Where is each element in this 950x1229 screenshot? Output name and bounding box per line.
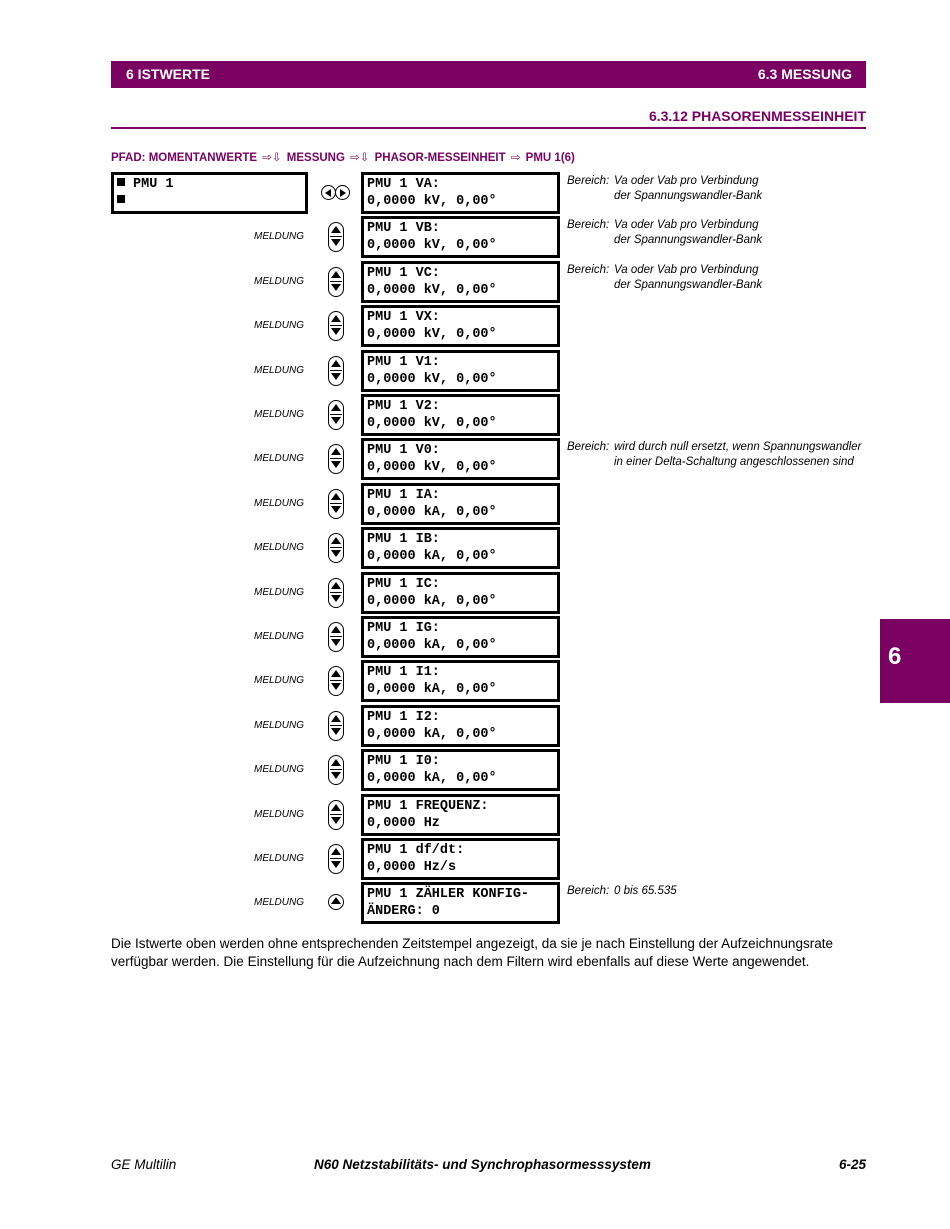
display-line1: PMU 1 IC: — [367, 577, 440, 592]
menu-row — [0, 438, 950, 480]
display-line2: 0,0000 Hz/s — [367, 860, 457, 875]
body-paragraph: Die Istwerte oben werden ohne entsprechenden Zeitstempel angezeigt, da sie je nach Einstellung der Aufzeichnungsrate verfügbar werden. Die Einstellung für die Aufzeichnung nach dem Filtern wird ebenfalls auf diese Werte angewendet. — [111, 936, 833, 969]
value-display — [361, 527, 560, 569]
up-down-arrow-icon[interactable] — [328, 666, 344, 696]
value-display — [361, 438, 560, 480]
display-line2: 0,0000 kV, 0,00° — [367, 238, 497, 253]
up-down-arrow-icon[interactable] — [328, 755, 344, 785]
menu-row — [0, 350, 950, 392]
menu-row — [0, 838, 950, 880]
range-note — [567, 884, 677, 899]
message-label: MELDUNG — [254, 409, 305, 420]
menu-row — [0, 172, 950, 214]
range-text-line2: der Spannungswandler-Bank — [614, 233, 763, 246]
value-display — [361, 394, 560, 436]
menu-row — [0, 616, 950, 658]
range-label: Bereich: — [567, 441, 610, 453]
range-note — [567, 263, 762, 292]
path-step: PMU 1(6) — [525, 152, 575, 164]
menu-row — [0, 483, 950, 525]
value-display — [361, 838, 560, 880]
left-right-arrow-icon[interactable] — [321, 185, 351, 201]
menu-row — [0, 749, 950, 791]
display-line2: 0,0000 kV, 0,00° — [367, 416, 497, 431]
up-down-arrow-icon[interactable] — [328, 444, 344, 474]
message-label: MELDUNG — [254, 453, 305, 464]
menu-row — [0, 305, 950, 347]
display-line1: PMU 1 I1: — [367, 665, 440, 680]
path-arrow-icon: ⇨ — [510, 152, 521, 164]
display-line1: PMU 1 IB: — [367, 532, 440, 547]
display-line1: PMU 1 IA: — [367, 488, 440, 503]
chapter-title: 6 ISTWERTE — [126, 66, 211, 82]
display-line1: PMU 1 FREQUENZ: — [367, 799, 489, 814]
message-label: MELDUNG — [254, 231, 305, 242]
range-text-line1: Va oder Vab pro Verbindung — [614, 264, 759, 276]
value-display — [361, 350, 560, 392]
menu-row — [0, 216, 950, 258]
message-label: MELDUNG — [254, 675, 305, 686]
display-line1: PMU 1 VX: — [367, 310, 440, 325]
range-text-line1: Va oder Vab pro Verbindung — [614, 219, 759, 231]
display-line2: ÄNDERG: 0 — [367, 904, 440, 919]
footer-company: GE Multilin — [111, 1157, 177, 1172]
display-line2: 0,0000 kA, 0,00° — [367, 727, 497, 742]
display-line2: 0,0000 kA, 0,00° — [367, 638, 497, 653]
range-text-line1: wird durch null ersetzt, wenn Spannungswandler — [614, 441, 862, 453]
value-display — [361, 261, 560, 303]
up-down-arrow-icon[interactable] — [328, 489, 344, 519]
section-title: 6.3 MESSUNG — [757, 66, 852, 82]
value-display — [361, 616, 560, 658]
display-line1: PMU 1 VA: — [367, 177, 440, 192]
display-line2: 0,0000 kA, 0,00° — [367, 549, 497, 564]
display-line2: 0,0000 kA, 0,00° — [367, 771, 497, 786]
menu-row — [0, 394, 950, 436]
message-label: MELDUNG — [254, 853, 305, 864]
value-display — [361, 172, 560, 214]
menu-row — [0, 527, 950, 569]
value-display — [361, 305, 560, 347]
display-line2: 0,0000 Hz — [367, 816, 440, 831]
display-line2: 0,0000 kV, 0,00° — [367, 283, 497, 298]
menu-row — [0, 660, 950, 702]
up-down-arrow-icon[interactable] — [328, 222, 344, 252]
range-note — [567, 218, 762, 247]
display-line2: 0,0000 kA, 0,00° — [367, 505, 497, 520]
range-label: Bereich: — [567, 219, 610, 231]
display-line1: PMU 1 VC: — [367, 266, 440, 281]
main-display-line1: PMU 1 — [133, 177, 174, 192]
display-line1: PMU 1 VB: — [367, 221, 440, 236]
footer-title: N60 Netzstabilitäts- und Synchrophasormesssystem — [314, 1157, 651, 1172]
message-label: MELDUNG — [254, 365, 305, 376]
header-divider — [111, 127, 866, 129]
menu-path — [111, 150, 575, 164]
up-down-arrow-icon[interactable] — [328, 711, 344, 741]
value-display — [361, 794, 560, 836]
up-arrow-icon[interactable] — [328, 894, 344, 910]
message-label: MELDUNG — [254, 587, 305, 598]
message-label: MELDUNG — [254, 542, 305, 553]
value-display — [361, 572, 560, 614]
up-down-arrow-icon[interactable] — [328, 800, 344, 830]
side-tab-number: 6 — [888, 643, 902, 670]
display-line1: PMU 1 V2: — [367, 399, 440, 414]
message-label: MELDUNG — [254, 897, 305, 908]
range-note — [567, 174, 762, 203]
message-label: MELDUNG — [254, 631, 305, 642]
display-line2: 0,0000 kV, 0,00° — [367, 372, 497, 387]
display-line1: PMU 1 ZÄHLER KONFIG- — [367, 887, 530, 902]
display-line2: 0,0000 kA, 0,00° — [367, 682, 497, 697]
menu-row — [0, 794, 950, 836]
range-text-line2: der Spannungswandler-Bank — [614, 278, 763, 291]
range-text-line1: Va oder Vab pro Verbindung — [614, 175, 759, 187]
chapter-side-tab — [880, 619, 950, 703]
display-line2: 0,0000 kA, 0,00° — [367, 594, 497, 609]
up-down-arrow-icon[interactable] — [328, 400, 344, 430]
up-down-arrow-icon[interactable] — [328, 356, 344, 386]
value-display — [361, 749, 560, 791]
range-text-line1: 0 bis 65.535 — [614, 885, 677, 897]
range-label: Bereich: — [567, 885, 610, 897]
display-line1: PMU 1 IG: — [367, 621, 440, 636]
range-note — [567, 440, 861, 469]
display-line1: PMU 1 V1: — [367, 355, 440, 370]
range-text-line2: der Spannungswandler-Bank — [614, 189, 763, 202]
menu-row — [0, 261, 950, 303]
display-line1: PMU 1 I2: — [367, 710, 440, 725]
message-label: MELDUNG — [254, 764, 305, 775]
menu-row — [0, 705, 950, 747]
up-down-arrow-icon[interactable] — [328, 844, 344, 874]
up-down-arrow-icon[interactable] — [328, 311, 344, 341]
range-label: Bereich: — [567, 264, 610, 276]
up-down-arrow-icon[interactable] — [328, 622, 344, 652]
up-down-arrow-icon[interactable] — [328, 267, 344, 297]
path-step: MESSUNG — [286, 152, 345, 164]
chapter-header-bar — [111, 61, 866, 88]
up-down-arrow-icon[interactable] — [328, 533, 344, 563]
range-label: Bereich: — [567, 175, 610, 187]
path-arrow-icon: ⇨⇩ — [262, 152, 282, 164]
message-label: MELDUNG — [254, 809, 305, 820]
display-line1: PMU 1 V0: — [367, 443, 440, 458]
value-display — [361, 216, 560, 258]
menu-row — [0, 572, 950, 614]
display-line2: 0,0000 kV, 0,00° — [367, 327, 497, 342]
value-display — [361, 705, 560, 747]
message-label: MELDUNG — [254, 720, 305, 731]
value-display — [361, 882, 560, 924]
message-label: MELDUNG — [254, 276, 305, 287]
range-text-line2: in einer Delta-Schaltung angeschlossenen sind — [614, 455, 854, 468]
footer-page-number: 6-25 — [838, 1157, 866, 1172]
subsection-title: 6.3.12 PHASORENMESSEINHEIT — [648, 108, 866, 124]
value-display — [361, 483, 560, 525]
path-label: PFAD: MOMENTANWERTE — [111, 152, 258, 164]
display-line2: 0,0000 kV, 0,00° — [367, 460, 497, 475]
message-label: MELDUNG — [254, 498, 305, 509]
message-label: MELDUNG — [254, 320, 305, 331]
path-arrow-icon: ⇨⇩ — [350, 152, 370, 164]
display-line1: PMU 1 df/dt: — [367, 843, 465, 858]
display-line1: PMU 1 I0: — [367, 754, 440, 769]
path-step: PHASOR-MESSEINHEIT — [374, 152, 506, 164]
up-down-arrow-icon[interactable] — [328, 578, 344, 608]
value-display — [361, 660, 560, 702]
menu-row — [0, 882, 950, 924]
display-line2: 0,0000 kV, 0,00° — [367, 194, 497, 209]
